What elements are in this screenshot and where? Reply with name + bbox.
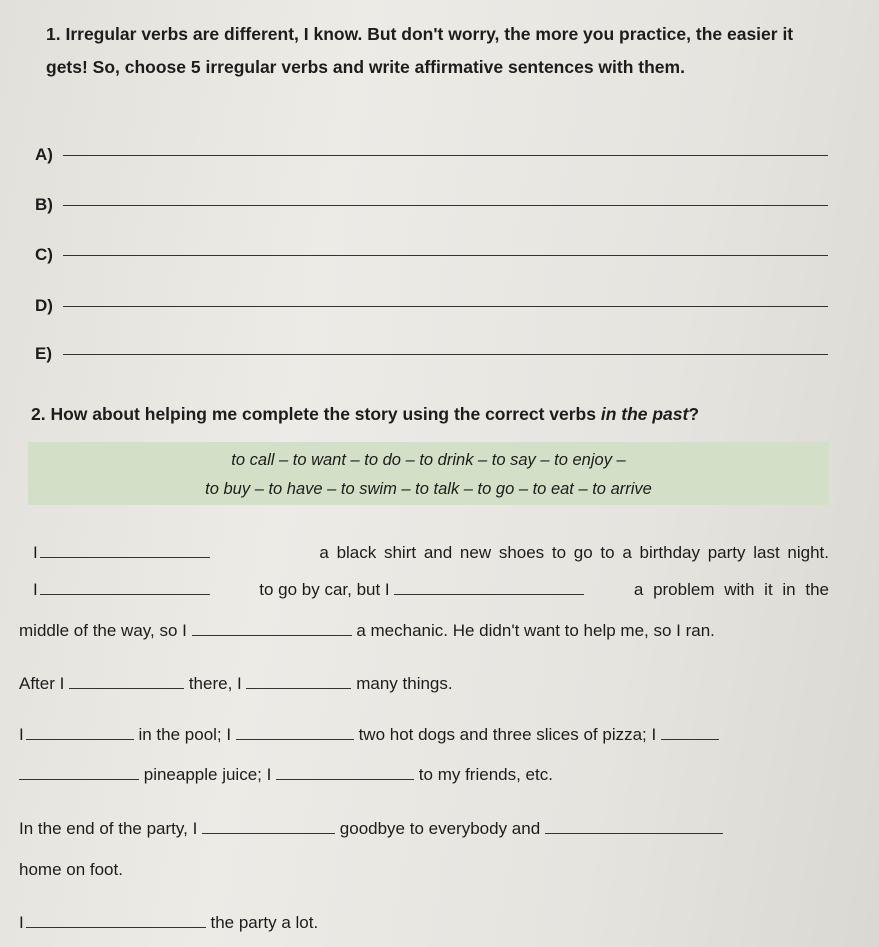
answer-label-c: C) bbox=[35, 245, 53, 264]
answer-blank[interactable] bbox=[661, 725, 719, 740]
story-line-9 bbox=[19, 913, 318, 933]
story-text: I bbox=[19, 913, 24, 932]
exercise-2-title-text: 2. How about helping me complete the story using the correct verbs bbox=[31, 404, 601, 424]
story-text: I bbox=[33, 580, 38, 599]
story-text: goodbye to everybody and bbox=[339, 819, 541, 838]
story-text: In the end of the party, I bbox=[19, 819, 198, 838]
verb-bank-line-1: to call – to want – to do – to drink – to say – to enjoy – bbox=[231, 451, 626, 469]
story-text: to go by car, but I bbox=[259, 580, 390, 599]
exercise-2-instructions bbox=[31, 404, 699, 425]
verb-bank-line-2: to buy – to have – to swim – to talk – to go – to eat – to arrive bbox=[205, 480, 652, 498]
answer-blank[interactable] bbox=[394, 580, 584, 595]
story-line-1 bbox=[33, 543, 829, 563]
story-line-8: home on foot. bbox=[19, 860, 123, 879]
story-text: pineapple juice; I bbox=[143, 765, 272, 784]
story-text: the party a lot. bbox=[210, 913, 319, 932]
story-text: two hot dogs and three slices of pizza; I bbox=[358, 725, 657, 744]
story-text: many things. bbox=[356, 674, 453, 693]
answer-label-b: B) bbox=[35, 195, 53, 214]
answer-blank[interactable] bbox=[19, 765, 139, 780]
answer-blank[interactable] bbox=[69, 674, 184, 689]
story-line-2 bbox=[33, 580, 829, 600]
answer-blank[interactable] bbox=[202, 819, 335, 834]
story-text: middle of the way, so I bbox=[19, 621, 187, 640]
answer-blank[interactable] bbox=[276, 765, 414, 780]
verb-bank bbox=[28, 442, 829, 505]
answer-blank[interactable] bbox=[246, 674, 351, 689]
story-text: After I bbox=[19, 674, 65, 693]
story-text: I bbox=[19, 725, 24, 744]
answer-line-e[interactable] bbox=[63, 354, 828, 355]
answer-line-c[interactable] bbox=[63, 255, 828, 256]
story-line-3 bbox=[19, 621, 715, 641]
answer-line-d[interactable] bbox=[63, 306, 828, 307]
answer-label-a: A) bbox=[35, 145, 53, 164]
answer-line-a[interactable] bbox=[63, 155, 828, 156]
story-line-4 bbox=[19, 674, 453, 694]
answer-label-d: D) bbox=[35, 296, 53, 315]
exercise-1-instructions: 1. Irregular verbs are different, I know. But don't worry, the more you practice, the easier it gets! So, choose 5 irregular verbs and write affirmative sentences with them. bbox=[46, 24, 794, 77]
answer-label-e: E) bbox=[35, 344, 52, 363]
answer-blank[interactable] bbox=[26, 725, 134, 740]
answer-blank[interactable] bbox=[192, 621, 352, 636]
answer-blank[interactable] bbox=[545, 819, 723, 834]
answer-blank[interactable] bbox=[40, 543, 210, 558]
answer-line-b[interactable] bbox=[63, 205, 828, 206]
story-text: there, I bbox=[188, 674, 242, 693]
story-text: in the pool; I bbox=[138, 725, 232, 744]
answer-blank[interactable] bbox=[26, 913, 206, 928]
story-text: a mechanic. He didn't want to help me, so I ran. bbox=[356, 621, 715, 640]
answer-blank[interactable] bbox=[236, 725, 354, 740]
story-text: to my friends, etc. bbox=[418, 765, 553, 784]
story-line-6 bbox=[19, 765, 553, 785]
exercise-2-title-italic: in the past bbox=[600, 404, 689, 424]
exercise-2-title-suffix: ? bbox=[688, 404, 700, 424]
story-text: a problem with it in the bbox=[633, 580, 829, 599]
answer-blank[interactable] bbox=[40, 580, 210, 595]
story-line-5 bbox=[19, 725, 719, 745]
story-text: a black shirt and new shoes to go to a birthday party last night. bbox=[319, 543, 829, 562]
story-text: I bbox=[33, 543, 38, 562]
story-line-7 bbox=[19, 819, 723, 839]
